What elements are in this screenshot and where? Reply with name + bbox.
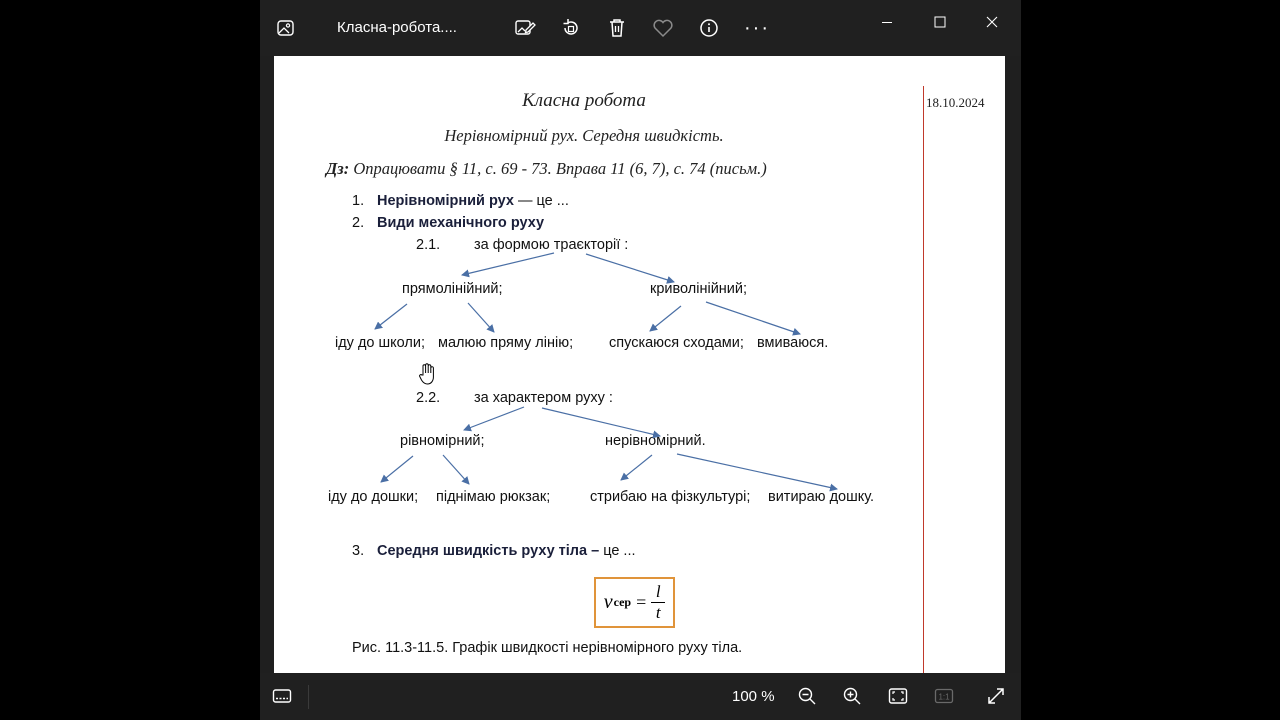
title-bar [260, 0, 1021, 56]
document-page [274, 56, 1005, 673]
homework-line [326, 159, 767, 179]
item-2-term: Види механічного руху [377, 215, 545, 231]
arrow-tree1-r2 [706, 302, 800, 334]
arrow-2-1-right [586, 254, 674, 282]
gallery-icon[interactable] [274, 16, 298, 40]
tree1-leaf-1: іду до школи; [335, 335, 425, 351]
more-icon[interactable]: ··· [744, 17, 770, 39]
tree2-leaf-3: стрибаю на фізкультурі; [590, 489, 751, 505]
subitem-2-2-text: за характером руху : [474, 390, 613, 406]
tree2-leaf-4: витираю дошку. [768, 489, 875, 505]
fit-to-window-icon[interactable] [887, 685, 909, 707]
tree1-leaf-2: малюю пряму лінію; [438, 335, 574, 351]
formula-numerator: l [655, 582, 661, 601]
tree1-right-node: криволінійний; [650, 281, 748, 297]
actual-size-icon[interactable] [933, 685, 955, 707]
arrow-2-2-left [464, 407, 524, 430]
tree2-leaf-2: піднімаю рюкзак; [436, 489, 551, 505]
fullscreen-icon[interactable] [985, 685, 1007, 707]
homework-label: Дз: [326, 159, 350, 178]
info-icon[interactable] [697, 16, 721, 40]
arrow-tree1-l1 [375, 304, 407, 329]
document-title: Класна робота [522, 90, 646, 111]
bottom-bar [260, 673, 1021, 720]
favorite-icon[interactable] [651, 16, 675, 40]
window-title: Класна-робота.... [337, 19, 457, 36]
item-3-rest: це ... [599, 543, 636, 559]
item-3-text [377, 543, 636, 559]
formula-denominator: t [655, 603, 661, 622]
maximize-icon[interactable] [930, 12, 950, 32]
item-1-term: Нерівномірний рух [377, 193, 514, 209]
photo-viewer-window [260, 0, 1021, 720]
filmstrip-icon[interactable] [271, 685, 293, 707]
item-3-term: Середня швидкість руху тіла – [377, 543, 600, 559]
arrow-2-1-left [462, 253, 554, 275]
edit-image-icon[interactable] [513, 16, 537, 40]
item-3-number: 3. [352, 543, 365, 559]
formula-equals: = [636, 592, 647, 612]
arrow-tree2-r2 [677, 454, 837, 489]
subitem-2-1-text: за формою траєкторії : [474, 237, 629, 253]
document-subtitle: Нерівномірний рух. Середня швидкість. [444, 126, 724, 145]
tree2-left-node: рівномірний; [400, 433, 485, 449]
minimize-icon[interactable] [877, 12, 897, 32]
formula-velocity: v [603, 591, 613, 613]
tree2-right-node: нерівномірний. [605, 433, 706, 449]
arrow-tree1-l2 [468, 303, 494, 332]
close-icon[interactable] [982, 12, 1002, 32]
subitem-2-1-number: 2.1. [416, 237, 441, 253]
tree1-leaf-4: вмиваюся. [757, 335, 829, 351]
zoom-out-icon[interactable] [796, 685, 818, 707]
rotate-icon[interactable] [559, 16, 583, 40]
tree1-leaf-3: спускаюся сходами; [609, 335, 744, 351]
item-1-rest: — це ... [513, 193, 569, 209]
zoom-level: 100 % [732, 688, 775, 705]
figure-caption: Рис. 11.3-11.5. Графік швидкості нерівномірного руху тіла. [352, 640, 743, 656]
arrow-tree2-l1 [381, 456, 413, 482]
actual-size-label: 1:1 [938, 692, 950, 702]
arrow-2-2-right [542, 408, 660, 436]
arrow-tree1-r1 [650, 306, 681, 331]
bottom-separator [308, 685, 309, 709]
homework-text: Опрацювати § 11, с. 69 - 73. Вправа 11 (6, 7), с. 74 (письм.) [349, 159, 767, 178]
item-1-text [377, 193, 569, 209]
formula-subscript: сер [613, 595, 632, 609]
document-date: 18.10.2024 [926, 95, 985, 110]
tree1-left-node: прямолінійний; [402, 281, 503, 297]
subitem-2-2-number: 2.2. [416, 390, 441, 406]
margin-line [923, 86, 924, 673]
delete-icon[interactable] [605, 16, 629, 40]
formula-fraction [651, 583, 665, 622]
item-1-number: 1. [352, 193, 365, 209]
image-canvas[interactable] [260, 56, 1021, 673]
item-2-number: 2. [352, 215, 365, 231]
hand-cursor-icon [418, 363, 436, 385]
average-speed-formula [594, 577, 675, 628]
arrow-tree2-r1 [621, 455, 652, 480]
arrow-tree2-l2 [443, 455, 469, 484]
zoom-in-icon[interactable] [841, 685, 863, 707]
tree2-leaf-1: іду до дошки; [328, 489, 419, 505]
